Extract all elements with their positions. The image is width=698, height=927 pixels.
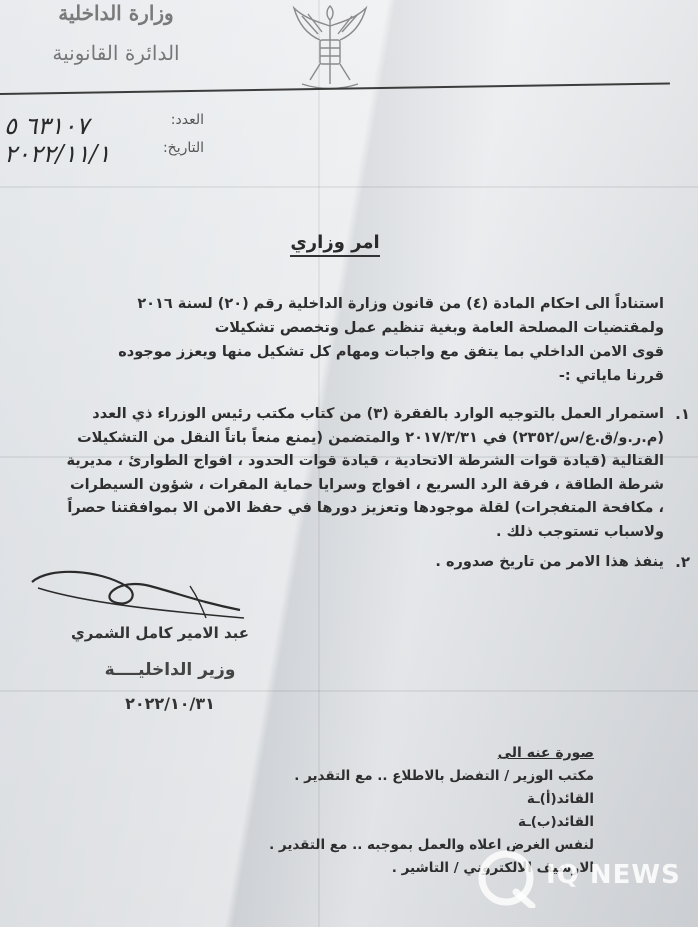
item-number: ٢. bbox=[675, 553, 690, 571]
item-text: استمرار العمل بالتوجيه الوارد بالفقرة (٣) من كتاب مكتب رئيس الوزراء ذي العدد (م.ر.و/ق.ع/س/٢٣٥٢) في ٢٠١٧/٣/٣١ والمتضمن (يمنع منعاً باتاً النقل من التشكيلات القتالية (قيادة قوات الشرطة الاتحادية ، قيادة قوات الحدود ، افواج الطوارئ ، مديرية شرطة الطاقة ، فرقة الرد السريع ، افواج وسرايا حماية المقرات ، شؤون السيطرات ، مكافحة المتفجرات) لقلة موجودها وتعزيز دورها في حفظ الامن الا بموافقتنا حصراً ولاسباب تستوجب ذلك . bbox=[66, 406, 664, 540]
copy-line: الارشيف الالكتروني / التاشير . bbox=[391, 860, 594, 876]
paper-fold bbox=[0, 186, 698, 188]
order-item bbox=[60, 403, 690, 544]
signature-date: ٢٠٢٢/١٠/٣١ bbox=[125, 694, 215, 713]
signatory-title: وزير الداخليــــة bbox=[104, 660, 236, 680]
item-text: ينفذ هذا الامر من تاريخ صدوره . bbox=[435, 554, 664, 570]
watermark-brand: IQ NEWS bbox=[546, 860, 681, 890]
copy-line: القائد(ب)ـة bbox=[517, 814, 594, 830]
copy-line: مكتب الوزير / التفضل بالاطلاع .. مع التقدير . bbox=[294, 768, 594, 784]
item-number: ١. bbox=[675, 405, 690, 423]
department-name: الدائرة القانونية bbox=[52, 41, 180, 65]
reference-block bbox=[4, 112, 204, 168]
watermark bbox=[476, 848, 686, 908]
copy-line: القائد(أ)ـة bbox=[526, 791, 594, 807]
intro-line: قوى الامن الداخلي بما يتفق مع واجبات ومهام كل تشكيل منها ويعزز موجوده bbox=[118, 344, 664, 360]
intro-line: ولمقتضيات المصلحة العامة وبغية تنظيم عمل وتخصص تشكيلات bbox=[214, 320, 664, 336]
signatory-name: عبد الامير كامل الشمري bbox=[71, 624, 249, 642]
copy-line: لنفس الغرض اعلاه والعمل بموجبه .. مع التقدير . bbox=[269, 837, 594, 853]
number-label: العدد: bbox=[170, 112, 204, 128]
news-logo-icon bbox=[476, 848, 540, 908]
intro-paragraph bbox=[58, 292, 664, 388]
eagle-emblem-icon bbox=[290, 0, 370, 92]
letterhead bbox=[26, 0, 206, 66]
intro-line: قررنا ماياتي :- bbox=[558, 368, 664, 384]
date-value: ٢٠٢٢/١١/١ bbox=[4, 140, 111, 168]
intro-line: استناداً الى احكام المادة (٤) من قانون وزارة الداخلية رقم (٢٠) لسنة ٢٠١٦ bbox=[137, 296, 664, 312]
date-label: التاريخ: bbox=[162, 140, 204, 156]
copies-heading: صورة عنه الى bbox=[497, 745, 594, 761]
ministry-name: وزارة الداخلية bbox=[58, 1, 174, 25]
document-title: امر وزاري bbox=[290, 232, 380, 257]
number-value: ٦٣١٠٧ ٥ bbox=[4, 112, 89, 140]
